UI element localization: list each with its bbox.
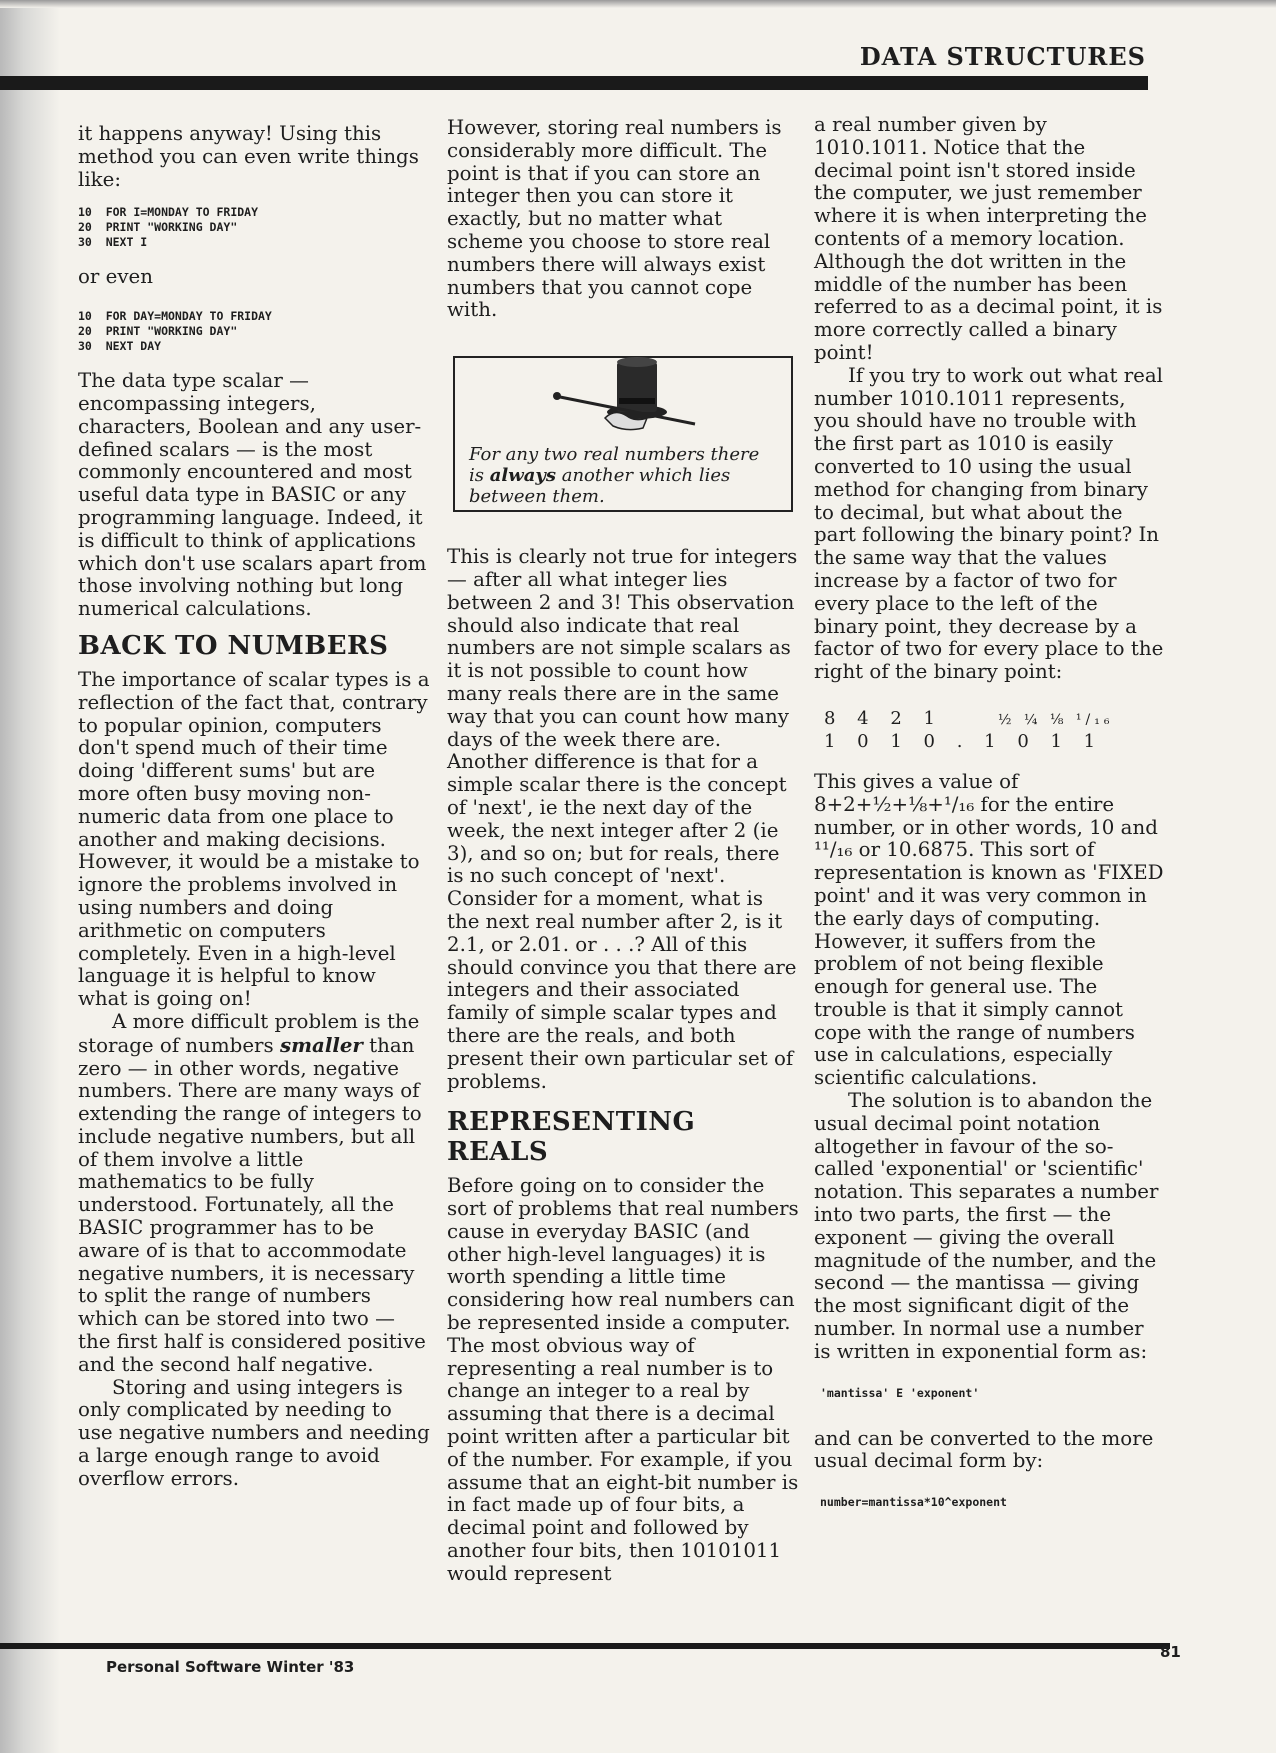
- section-heading: BACK TO NUMBERS: [78, 630, 389, 661]
- fraction-bits: 1 0 1 1: [984, 730, 1104, 752]
- paragraph: Before going on to consider the sort of problems that real numbers cause in everyday BASIC (and other high-level languages) it is worth spending a little time considering how real numbers can be represented inside a computer. The most obvious way of representing a real number is to change an integer to a real by assuming that there is a decimal point written after a particular bit of the number. For example, if you assume that an eight-bit number is in fact made up of four bits, a decimal point and followed by another four bits, then 10101011 would represent: [447, 1174, 799, 1585]
- paragraph: The solution is to abandon the usual decimal point notation altogether in favour of the so-called 'exponential' or 'scientific' notation. This separates a number into two parts, the first — the exponent — giving the overall magnitude of the number, and the second — the mantissa — giving the most significant digit of the number. In normal use a number is written in exponential form as:: [814, 1089, 1159, 1363]
- footer-rule: [0, 1643, 1170, 1649]
- paragraph: Storing and using integers is only complicated by needing to use negative numbers and needing a large enough range to avoid overflow errors.: [78, 1375, 430, 1490]
- publication-footer: Personal Software Winter '83: [106, 1658, 355, 1676]
- callout-text: [469, 444, 779, 507]
- code-expression: number=mantissa*10^exponent: [820, 1495, 1007, 1510]
- paragraph: The importance of scalar types is a reflection of the fact that, contrary to popular opinion, computers don't spend much of their time doing 'different sums' but are more often busy moving non-numeric data from one place to another and making decisions. However, it would be a mistake to ignore the problems involved in using numbers and doing arithmetic on computers completely. Even in a high-level language it is helpful to know what is going on!: [78, 667, 430, 1011]
- text-run: A more difficult problem is the storage of numbers: [78, 1009, 420, 1057]
- callout-box: [453, 356, 793, 512]
- place-weights-row: [824, 708, 1166, 731]
- column-3: [814, 114, 1166, 1527]
- bits-row: [824, 731, 1166, 753]
- section-heading: REPRESENTING REALS: [447, 1107, 696, 1168]
- paragraph: If you try to work out what real number 1010.1011 represents, you should have no trouble with the first part as 1010 is easily converted to 10 using the usual method for changing from binary to decimal, but what about the part following the binary point? In the same way that the values increase by a factor of two for every place to the left of the binary point, they decrease by a factor of two for every place to the right of the binary point:: [814, 363, 1164, 684]
- integer-bits: 1 0 1 0 .: [824, 730, 971, 752]
- column-2: [447, 117, 799, 1586]
- fraction-weights: ½ ¼ ⅛ ¹/₁₆: [997, 711, 1114, 728]
- code-listing: 10 FOR I=MONDAY TO FRIDAY 20 PRINT "WORKING DAY" 30 NEXT I: [78, 205, 259, 250]
- header-rule: [0, 76, 1148, 90]
- binary-place-values: [824, 708, 1166, 753]
- paragraph: a real number given by 1010.1011. Notice that the decimal point isn't stored inside the computer, we just remember where it is when interpreting the contents of a memory location. Although the dot written in the middle of the number has been referred to as a decimal point, it is more correctly called a binary point!: [814, 113, 1163, 364]
- text-run: For any two real numbers there is: [469, 444, 760, 487]
- paragraph: The data type scalar — encompassing integers, characters, Boolean and any user-defined scalars — is the most commonly encountered and most useful data type in BASIC or any programming language. Indeed, it is difficult to think of applications which don't use scalars apart from those involving nothing but long numerical calculations.: [78, 369, 427, 621]
- page-number: 81: [1160, 1643, 1181, 1661]
- paragraph: or even: [78, 265, 153, 289]
- section-title: DATA STRUCTURES: [859, 42, 1146, 71]
- page-top-edge: [0, 0, 1276, 8]
- column-1: [78, 123, 430, 1491]
- top-hat-and-cane-icon: [545, 332, 715, 442]
- paragraph: it happens anyway! Using this method you can even write things like:: [78, 122, 419, 191]
- integer-weights: 8 4 2 1: [824, 707, 943, 729]
- text-run: another which lies between them.: [469, 465, 731, 508]
- paragraph: [78, 1011, 430, 1377]
- code-listing: 10 FOR DAY=MONDAY TO FRIDAY 20 PRINT "WORKING DAY" 30 NEXT DAY: [78, 309, 272, 354]
- paragraph: and can be converted to the more usual decimal form by:: [814, 1426, 1154, 1473]
- emphasis-text: always: [489, 465, 556, 487]
- code-expression: 'mantissa' E 'exponent': [820, 1385, 980, 1400]
- page-gutter-shadow: [0, 0, 60, 1753]
- emphasis-text: smaller: [279, 1032, 363, 1057]
- paragraph: However, storing real numbers is considerably more difficult. The point is that if you can store an integer then you can store it exactly, but no matter what scheme you choose to store real numbers there will always exist numbers that you cannot cope with.: [447, 116, 782, 322]
- paragraph: This gives a value of 8+2+½+⅛+¹/₁₆ for the entire number, or in other words, 10 and ¹¹/₁₆ or 10.6875. This sort of representation is known as 'FIXED point' and it was very common in the early days of computing. However, it suffers from the problem of not being flexible enough for general use. The trouble is that it simply cannot cope with the range of numbers use in calculations, especially scientific calculations.: [814, 769, 1164, 1090]
- paragraph: This is clearly not true for integers — after all what integer lies between 2 and 3! This observation should also indicate that real numbers are not simple scalars as it is not possible to count how many reals there are in the same way that you can count how many days of the week there are. Another difference is that for a simple scalar there is the concept of 'next', ie the next day of the week, the next integer after 2 (ie 3), and so on; but for reals, there is no such concept of 'next'. Consider for a moment, what is the next real number after 2, is it 2.1, or 2.01. or . . .? All of this should convince you that there are integers and their associated family of simple scalar types and there are the reals, and both present their own particular set of problems.: [447, 545, 798, 1093]
- text-run: than zero — in other words, negative numbers. There are many ways of extending the range of integers to include negative numbers, but all of them involve a little mathematics to be fully understood. Fortunately, all the BASIC programmer has to be aware of is that to accommodate negative numbers, it is necessary to split the range of numbers which can be stored into two — the first half is considered positive and the second half negative.: [78, 1033, 426, 1376]
